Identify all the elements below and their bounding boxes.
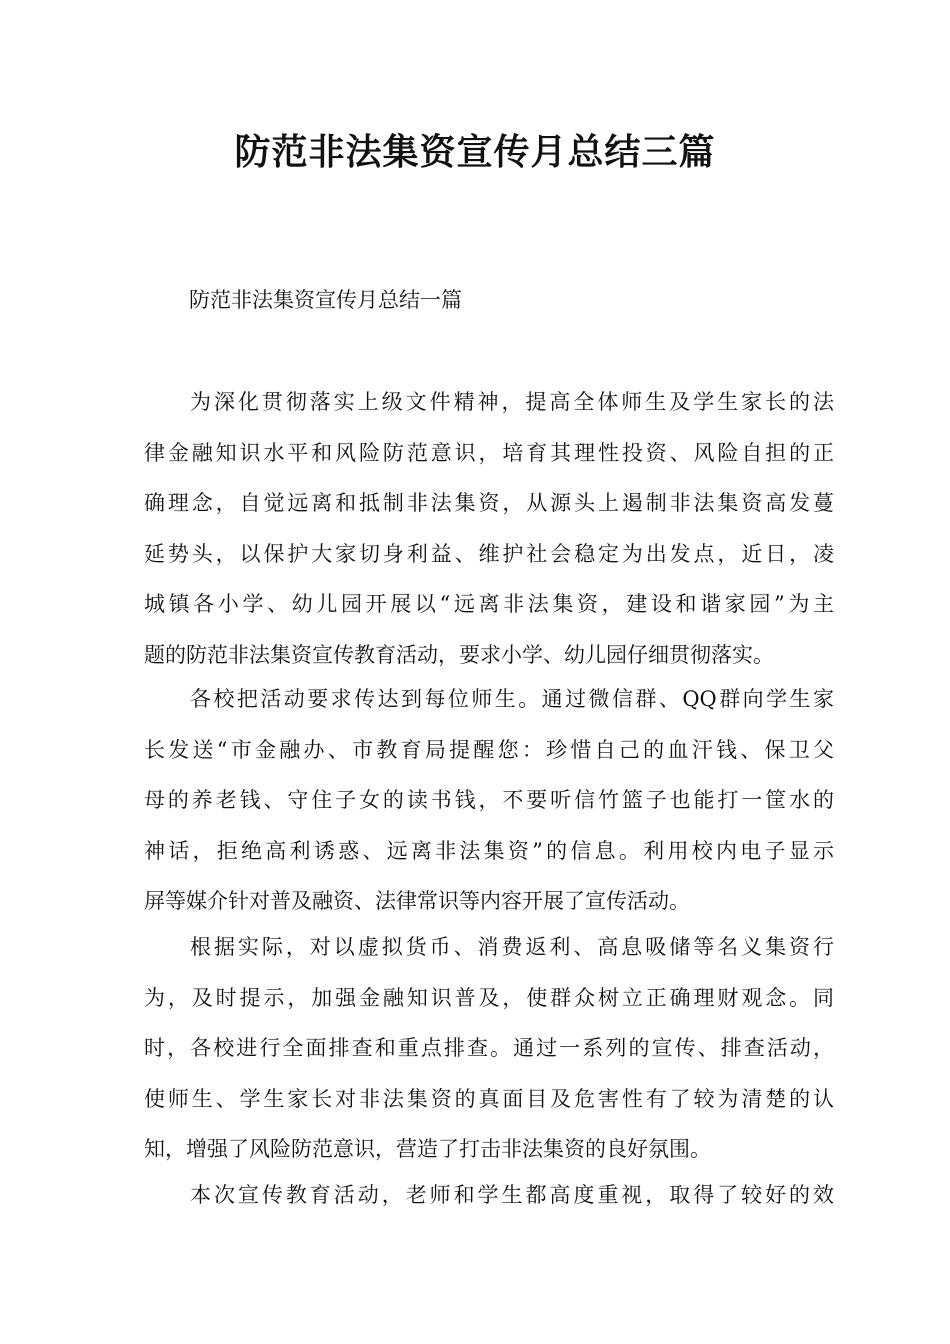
paragraph-1 (144, 377, 834, 680)
text-line: 屏等媒介针对普及融资、法律常识等内容开展了宣传活动。 (144, 889, 690, 913)
document-subtitle: 防范非法集资宣传月总结一篇 (189, 288, 462, 312)
text-line: 各校把活动要求传达到每位师生。通过微信群、QQ群向学生家 (190, 687, 834, 711)
text-line: 确理念，自觉远离和抵制非法集资，从源头上遏制非法集资高发蔓 (144, 491, 834, 515)
text-line: 使师生、学生家长对非法集资的真面目及危害性有了较为清楚的认 (144, 1086, 834, 1111)
text-line: 城镇各小学、幼儿园开展以“远离非法集资，建设和谐家园”为主 (144, 592, 834, 616)
text-line: 律金融知识水平和风险防范意识，培育其理性投资、风险自担的正 (144, 440, 834, 465)
text-line: 母的养老钱、守住子女的读书钱，不要听信竹篮子也能打一筐水的 (144, 788, 834, 812)
text-line: 神话，拒绝高利诱惑、远离非法集资”的信息。利用校内电子显示 (144, 838, 834, 863)
text-line: 时，各校进行全面排查和重点排查。通过一系列的宣传、排查活动， (144, 1036, 834, 1060)
document-title: 防范非法集资宣传月总结三篇 (234, 132, 716, 173)
text-line: 根据实际，对以虚拟货币、消费返利、高息吸储等名义集资行 (190, 935, 834, 959)
paragraph-2 (144, 674, 834, 927)
text-line: 为，及时提示，加强金融知识普及，使群众树立正确理财观念。同 (144, 985, 834, 1010)
paragraph-4 (144, 1170, 834, 1221)
text-line: 为深化贯彻落实上级文件精神，提高全体师生及学生家长的法 (190, 390, 834, 414)
text-line: 本次宣传教育活动，老师和学生都高度重视，取得了较好的效 (190, 1183, 834, 1207)
text-line: 知，增强了风险防范意识，营造了打击非法集资的良好氛围。 (144, 1137, 711, 1161)
text-line: 长发送“市金融办、市教育局提醒您：珍惜自己的血汗钱、保卫父 (144, 737, 834, 762)
paragraph-3 (144, 922, 834, 1175)
text-line: 延势头，以保护大家切身利益、维护社会稳定为出发点，近日，凌 (144, 541, 834, 566)
text-line: 题的防范非法集资宣传教育活动，要求小学、幼儿园仔细贯彻落实。 (144, 642, 774, 667)
